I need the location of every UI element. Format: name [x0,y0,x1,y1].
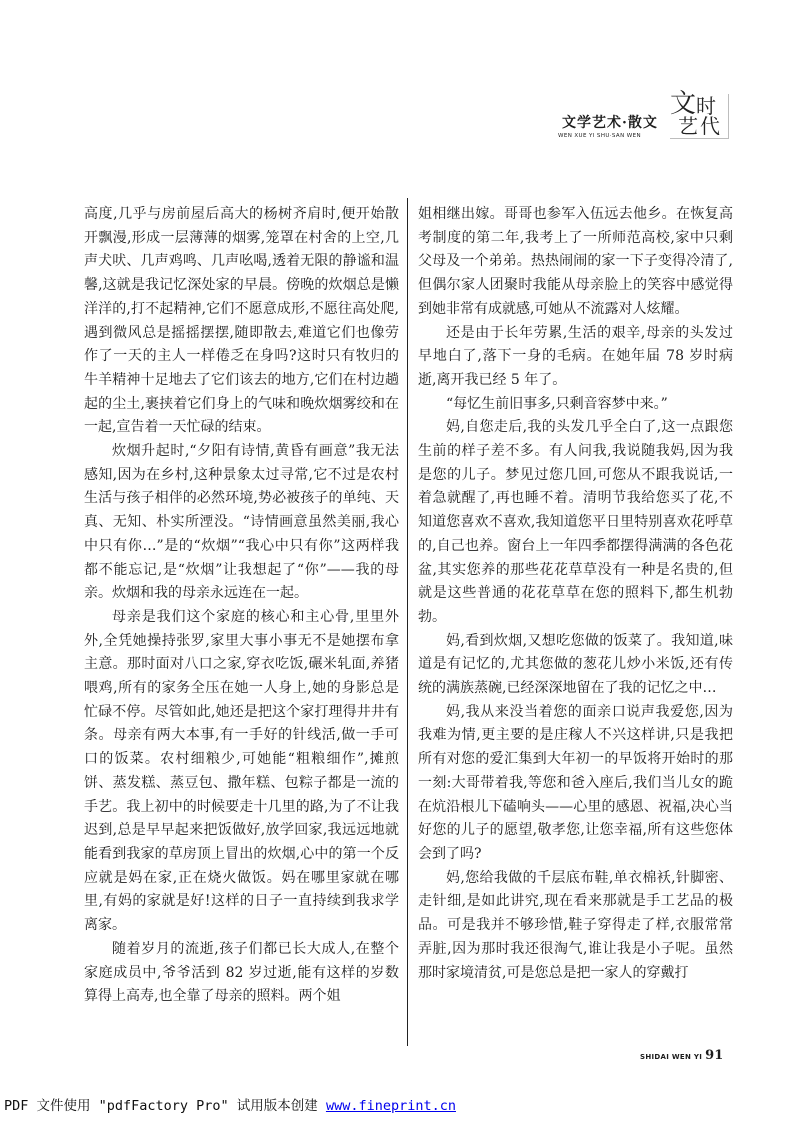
paragraph: 随着岁月的流逝,孩子们都已长大成人,在整个家庭成员中,爷爷活到 82 岁过逝,能有这样的岁数算得上高寿,也全靠了母亲的照料。两个姐 [84,940,399,1005]
section-pinyin: WEN XUE YI SHU·SAN WEN [558,133,641,139]
page-footer [640,1044,723,1063]
logo-char: 时 [696,94,716,118]
watermark-link[interactable]: www.fineprint.cn [325,1098,456,1114]
logo-char: 艺 [678,114,698,138]
paragraph: 妈,您给我做的千层底布鞋,单衣棉袄,针脚密、走针细,是如此讲究,现在看来那就是手工艺品的极品。可是我并不够珍惜,鞋子穿得走了样,衣服常常弄脏,因为那时我还很淘气,谁让我是小子呢。虽然那时家境清贫,可是您总是把一家人的穿戴打 [418,869,733,981]
section-title: 文学艺术·散文 [562,115,658,131]
paragraph: “每忆生前旧事多,只剩音容梦中来。” [446,395,668,412]
paragraph: 妈,看到炊烟,又想吃您做的饭菜了。我知道,味道是有记忆的,尤其您做的葱花儿炒小米饭,还有传统的满族蒸碗,已经深深地留在了我的记忆之中… [418,632,733,697]
logo-char: 文 [670,89,697,119]
paragraph: 姐相继出嫁。哥哥也参军入伍远去他乡。在恢复高考制度的第二年,我考上了一所师范高校,家中只剩父母及一个弟弟。热热闹闹的家一下子变得冷清了,但偶尔家人团聚时我能从母亲脸上的笑容中感觉得到她非常有成就感,可她从不流露对人炫耀。 [418,206,733,317]
watermark-text: PDF 文件使用 "pdfFactory Pro" 试用版本创建 [4,1098,326,1114]
paragraph: 炊烟升起时,“夕阳有诗情,黄昏有画意”我无法感知,因为在乡村,这种景象太过寻常,它不过是农村生活与孩子相伴的必然环境,势必被孩子的单纯、天真、无知、朴实所湮没。“诗情画意虽然美丽,我心中只有你…”是的“炊烟”“我心中只有你”这两样我都不能忘记,是“炊烟”让我想起了“你”——我的母亲。炊烟和我的母亲永远连在一起。 [84,443,399,602]
paragraph: 高度,几乎与房前屋后高大的杨树齐肩时,便开始散开飘漫,形成一层薄薄的烟雾,笼罩在村舍的上空,几声犬吠、几声鸡鸣、几声吆喝,透着无限的静谧和温馨,这就是我记忆深处家的早晨。傍晚的炊烟总是懒洋洋的,打不起精神,它们不愿意成形,不愿往高处爬,遇到微风总是摇摇摆摆,随即散去,难道它们也像劳作了一天的主人一样倦乏在身吗?这时只有牧归的牛羊精神十足地去了它们该去的地方,它们在村边趟起的尘土,裹挟着它们身上的气味和晚炊烟雾绞和在一起,宣告着一天忙碌的结束。 [84,206,399,436]
paragraph: 妈,自您走后,我的头发几乎全白了,这一点跟您生前的样子差不多。有人问我,我说随我妈,因为我是您的儿子。梦见过您几回,可您从不跟我说话,一着急就醒了,再也睡不着。清明节我给您买了花,不知道您喜欢不喜欢,我知道您平日里特别喜欢花呼草的,自己也养。窗台上一年四季都摆得满满的各色花盆,其实您养的那些花花草草没有一种是名贵的,但就是这些普通的花花草草在您的照料下,都生机勃勃。 [418,419,733,625]
left-text-column [84,203,399,1009]
page-header [540,89,740,142]
journal-name: SHIDAI WEN YI [640,1053,703,1061]
page-number: 91 [705,1048,724,1063]
pdf-watermark [4,1094,456,1114]
column-divider [407,198,408,1046]
right-text-column [418,203,733,985]
paragraph: 还是由于长年劳累,生活的艰辛,母亲的头发过早地白了,落下一身的毛病。在她年届 78 岁时病逝,离开我已经 5 年了。 [418,324,733,388]
paragraph: 母亲是我们这个家庭的核心和主心骨,里里外外,全凭她操持张罗,家里大事小事无不是她摆布拿主意。那时面对八口之家,穿衣吃饭,碾米轧面,养猪喂鸡,所有的家务全压在她一人身上,她的身影总是忙碌不停。尽管如此,她还是把这个家打理得井井有条。母亲有两大本事,有一手好的针线活,做一手可口的饭菜。农村细粮少,可她能“粗粮细作”,摊煎饼、蒸发糕、蒸豆包、撒年糕、包粽子都是一流的手艺。我上初中的时候要走十几里的路,为了不让我迟到,总是早早起来把饭做好,放学回家,我远远地就能看到我家的草房顶上冒出的炊烟,心中的第一个反应就是妈在家,正在烧火做饭。妈在哪里家就在哪里,有妈的家就是好!这样的日子一直持续到我求学离家。 [84,608,399,934]
paragraph: 妈,我从来没当着您的面亲口说声我爱您,因为我难为情,更主要的是庄稼人不兴这样讲,只是我把所有对您的爱汇集到大年初一的早饭将开始时的那一刻:大哥带着我,等您和爸入座后,我们当儿女的跪在炕沿根儿下磕响头——心里的感恩、祝福,决心当好您的儿子的愿望,敬孝您,让您幸福,所有这些您体会到了吗? [418,703,733,862]
logo-char: 代 [700,114,720,138]
magazine-logo [670,89,732,138]
